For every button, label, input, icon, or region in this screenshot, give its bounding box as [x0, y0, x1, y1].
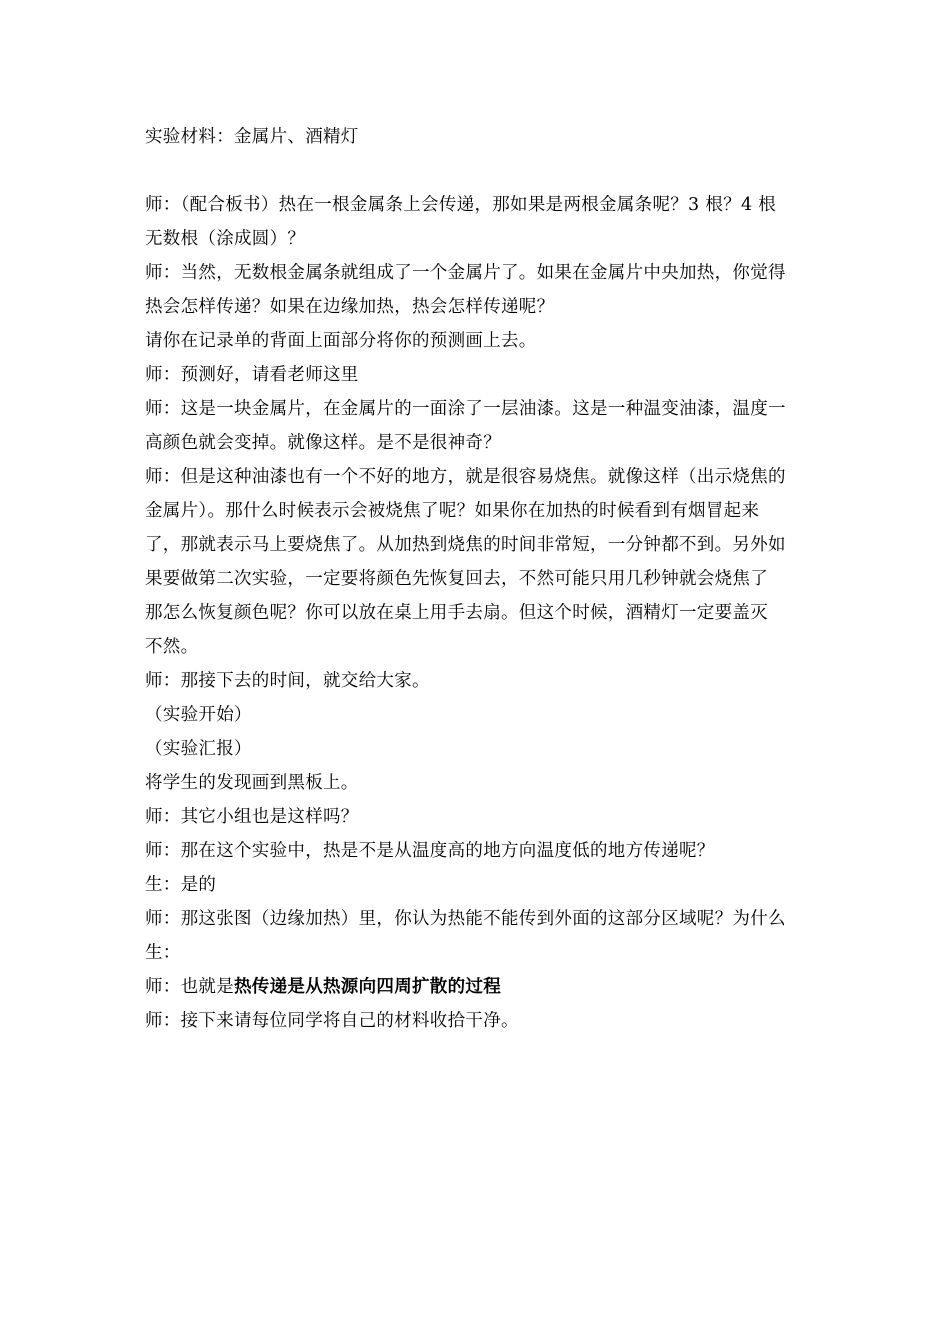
- text-line: 请你在记录单的背面上面部分将你的预测画上去。: [145, 331, 537, 351]
- text-line: 果要做第二次实验，一定要将颜色先恢复回去，不然可能只用几秒钟就会烧焦了: [145, 569, 768, 589]
- text-line: 高颜色就会变掉。就像这样。是不是很神奇？: [145, 433, 501, 453]
- text-line: 生：是的: [145, 875, 217, 895]
- conclusion-line: [145, 970, 813, 1004]
- materials-line: 实验材料：金属片、酒精灯: [145, 127, 359, 147]
- document-body: [145, 120, 813, 1038]
- conclusion-bold-text: 热传递是从热源向四周扩散的过程: [234, 977, 501, 997]
- text-line: （实验开始）: [145, 705, 252, 725]
- text-line: 那怎么恢复颜色呢？你可以放在桌上用手去扇。但这个时候，酒精灯一定要盖灭: [145, 603, 768, 623]
- text-line: 师：其它小组也是这样吗？: [145, 807, 359, 827]
- text-line: 师：那接下去的时间，就交给大家。: [145, 671, 430, 691]
- text-line: 师：（配合板书）热在一根金属条上会传递，那如果是两根金属条呢？3 根？4 根: [145, 195, 777, 215]
- text-line: 师：那这张图（边缘加热）里，你认为热能不能传到外面的这部分区域呢？为什么: [145, 909, 786, 929]
- text-line: 金属片）。那什么时候表示会被烧焦了呢？如果你在加热的时候看到有烟冒起来: [145, 501, 760, 521]
- blank-line: [145, 154, 813, 188]
- text-line: 不然。: [145, 637, 199, 657]
- text-line: 师：但是这种油漆也有一个不好的地方，就是很容易烧焦。就像这样（出示烧焦的: [145, 467, 786, 487]
- conclusion-prefix: 师：也就是: [145, 977, 234, 997]
- text-line: 无数根（涂成圆）？: [145, 229, 306, 249]
- text-line: 热会怎样传递？如果在边缘加热，热会怎样传递呢？: [145, 297, 555, 317]
- text-line: 师：当然，无数根金属条就组成了一个金属片了。如果在金属片中央加热，你觉得: [145, 263, 786, 283]
- text-line: 生：: [145, 943, 181, 963]
- text-line: 师：那在这个实验中，热是不是从温度高的地方向温度低的地方传递呢？: [145, 841, 715, 861]
- text-line: （实验汇报）: [145, 739, 252, 759]
- text-line: 将学生的发现画到黑板上。: [145, 773, 359, 793]
- closing-line: 师：接下来请每位同学将自己的材料收拾干净。: [145, 1011, 519, 1031]
- text-line: 了，那就表示马上要烧焦了。从加热到烧焦的时间非常短，一分钟都不到。另外如: [145, 535, 786, 555]
- text-line: 师：预测好，请看老师这里: [145, 365, 359, 385]
- text-line: 师：这是一块金属片，在金属片的一面涂了一层油漆。这是一种温变油漆，温度一: [145, 399, 786, 419]
